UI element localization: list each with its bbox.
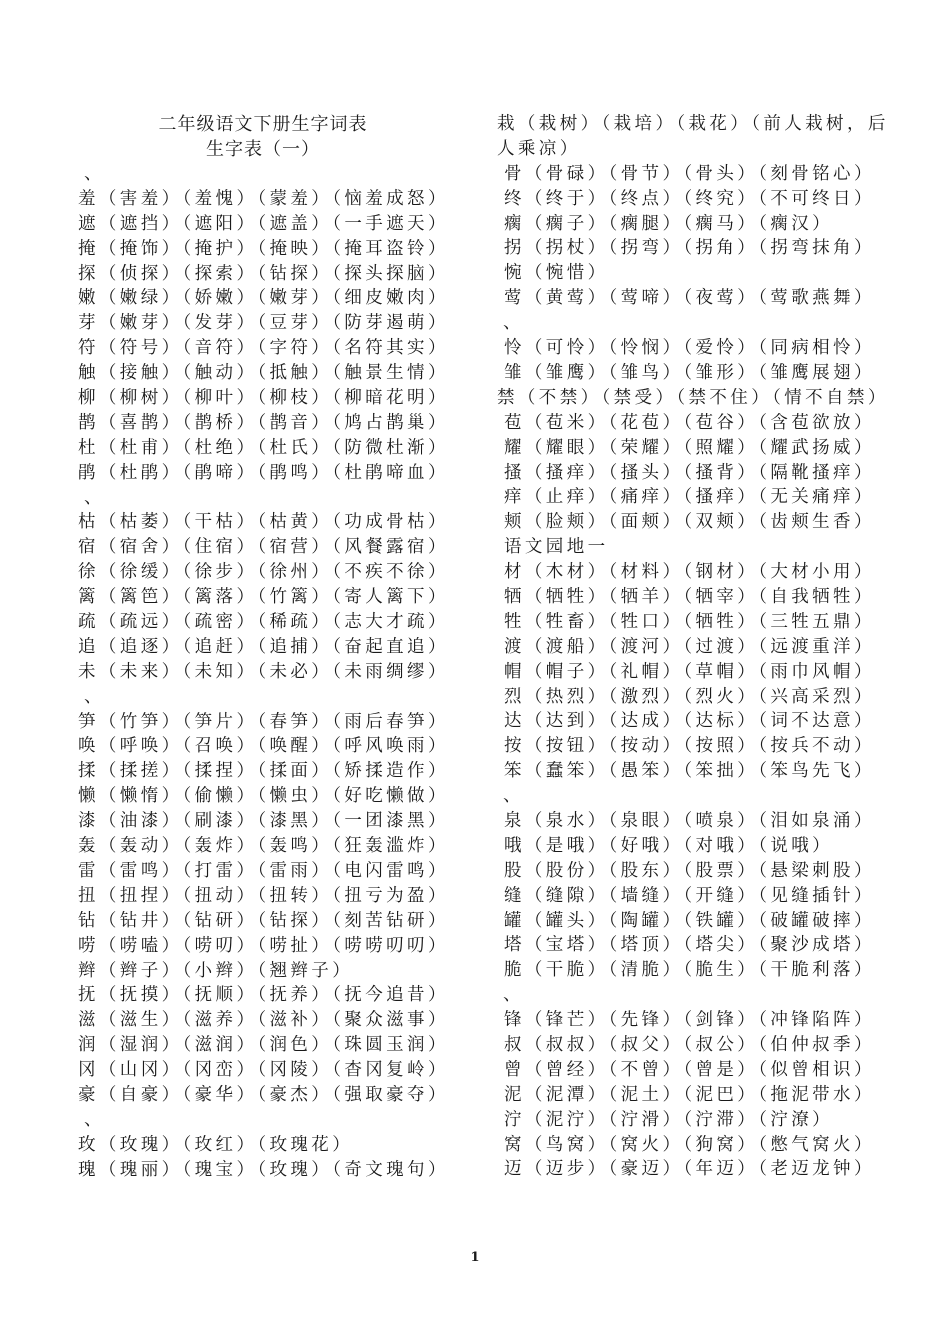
- word-entry-line: 唤（呼唤）（召唤）（唤醒）（呼风唤雨）: [78, 736, 449, 757]
- word-entry-line: 枯（枯萎）（干枯）（枯黄）（功成骨枯）: [78, 512, 449, 533]
- section-separator: 、: [84, 1109, 102, 1130]
- word-entry-line: 拐（拐杖）（拐弯）（拐角）（拐弯抹角）: [504, 238, 875, 259]
- word-entry-line: 唠（唠嗑）（唠叨）（唠扯）（唠唠叨叨）: [78, 935, 449, 956]
- word-entry-line: 触（接触）（触动）（抵触）（触景生情）: [78, 363, 449, 384]
- word-entry-line: 羞（害羞）（羞愧）（蒙羞）（恼羞成怒）: [78, 188, 449, 209]
- word-entry-line: 笋（竹笋）（笋片）（春笋）（雨后春笋）: [78, 711, 449, 732]
- word-entry-line: 莺（黄莺）（莺啼）（夜莺）（莺歌燕舞）: [504, 288, 875, 309]
- word-entry-line: 泥（泥潭）（泥土）（泥巴）（拖泥带水）: [504, 1084, 875, 1105]
- word-entry-line: 瘸（瘸子）（瘸腿）（瘸马）（瘸汉）: [504, 213, 834, 234]
- word-entry-line: 瑰（瑰丽）（瑰宝）（玫瑰）（奇文瑰句）: [78, 1159, 449, 1180]
- word-entry-line: 禁（不禁）（禁受）（禁不住）（情不自禁）: [497, 387, 889, 408]
- word-entry-line: 未（未来）（未知）（未必）（未雨绸缪）: [78, 661, 449, 682]
- word-entry-line: 材（木材）（材料）（钢材）（大材小用）: [504, 562, 875, 583]
- word-entry-line: 芽（嫩芽）（发芽）（豆芽）（防芽遏萌）: [78, 313, 449, 334]
- word-entry-line: 栽（栽树）（栽培）（栽花）（前人栽树，后人乘凉）: [497, 114, 889, 159]
- title-block: [78, 112, 448, 162]
- word-entry-line: 揉（揉搓）（揉捏）（揉面）（矫揉造作）: [78, 761, 449, 782]
- page-subtitle: 生字表（一）: [206, 139, 320, 160]
- word-entry-line: 耀（耀眼）（荣耀）（照耀）（耀武扬威）: [504, 437, 875, 458]
- word-entry-line: 叔（叔叔）（叔父）（叔公）（伯仲叔季）: [504, 1035, 875, 1055]
- word-entry-line: 痒（止痒）（痛痒）（搔痒）（无关痛痒）: [504, 487, 875, 508]
- word-entry-line: 扭（扭捏）（扭动）（扭转）（扭亏为盈）: [78, 885, 449, 906]
- word-entry-line: 搔（搔痒）（搔头）（搔背）（隔靴搔痒）: [504, 462, 875, 483]
- word-entry-line: 股（股份）（股东）（股票）（悬梁刺股）: [504, 860, 875, 881]
- word-entry-line: 玫（玫瑰）（玫红）（玫瑰花）: [78, 1134, 354, 1155]
- word-entry-line: 语文园地一: [504, 537, 609, 558]
- word-entry-line: 苞（苞米）（花苞）（苞谷）（含苞欲放）: [504, 412, 875, 433]
- word-entry-line: 罐（罐头）（陶罐）（铁罐）（破罐破摔）: [504, 910, 875, 931]
- word-entry-line: 脆（干脆）（清脆）（脆生）（干脆利落）: [504, 960, 875, 981]
- word-entry-line: 泞（泥泞）（泞滑）（泞滞）（泞潦）: [504, 1109, 834, 1130]
- word-entry-line: 掩（掩饰）（掩护）（掩映）（掩耳盗铃）: [78, 238, 449, 259]
- word-entry-line: 惋（惋惜）: [504, 263, 609, 284]
- word-entry-line: 迈（迈步）（豪迈）（年迈）（老迈龙钟）: [504, 1159, 875, 1180]
- word-entry-line: 鹊（喜鹊）（鹊桥）（鹊音）（鸠占鹊巢）: [78, 412, 449, 433]
- word-entry-line: 符（符号）（音符）（字符）（名符其实）: [78, 338, 449, 359]
- word-entry-line: 疏（疏远）（疏密）（稀疏）（志大才疏）: [78, 612, 449, 633]
- word-entry-line: 雏（雏鹰）（雏鸟）（雏形）（雏鹰展翅）: [504, 362, 875, 383]
- word-entry-line: 笨（蠢笨）（愚笨）（笨拙）（笨鸟先飞）: [504, 761, 875, 782]
- page-number: 1: [470, 1250, 480, 1265]
- word-entry-line: 泉（泉水）（泉眼）（喷泉）（泪如泉涌）: [504, 810, 875, 831]
- word-entry-line: 追（追逐）（追赶）（追捕）（奋起直追）: [78, 636, 449, 657]
- word-entry-line: 烈（热烈）（激烈）（烈火）（兴高采烈）: [504, 686, 875, 707]
- left-word-list: [78, 162, 478, 1183]
- section-separator: 、: [84, 164, 102, 184]
- word-entry-line: 塔（宝塔）（塔顶）（塔尖）（聚沙成塔）: [504, 935, 875, 956]
- section-separator: 、: [503, 786, 521, 807]
- left-column: [78, 112, 478, 1183]
- word-entry-line: 锋（锋芒）（先锋）（剑锋）（冲锋陷阵）: [504, 1010, 875, 1031]
- word-entry-line: 达（达到）（达成）（达标）（词不达意）: [504, 711, 875, 732]
- word-entry-line: 漆（油漆）（刷漆）（漆黑）（一团漆黑）: [78, 811, 449, 832]
- word-entry-line: 润（湿润）（滋润）（润色）（珠圆玉润）: [78, 1035, 449, 1056]
- word-entry-line: 徐（徐缓）（徐步）（徐州）（不疾不徐）: [78, 562, 449, 583]
- word-entry-line: 抚（抚摸）（抚顺）（抚养）（抚今追昔）: [78, 985, 449, 1006]
- word-entry-line: 渡（渡船）（渡河）（过渡）（远渡重洋）: [504, 636, 875, 657]
- word-entry-line: 辫（辫子）（小辫）（翘辫子）: [78, 960, 354, 981]
- word-entry-line: 钻（钻井）（钻研）（钻探）（刻苦钻研）: [78, 910, 449, 931]
- word-entry-line: 篱（篱笆）（篱落）（竹篱）（寄人篱下）: [78, 587, 449, 608]
- word-entry-line: 冈（山冈）（冈峦）（冈陵）（杳冈复岭）: [78, 1060, 449, 1081]
- word-entry-line: 雷（雷鸣）（打雷）（雷雨）（电闪雷鸣）: [78, 860, 449, 881]
- word-entry-line: 牲（牲畜）（牲口）（牺牲）（三牲五鼎）: [504, 611, 875, 632]
- word-entry-line: 懒（懒惰）（偷懒）（懒虫）（好吃懒做）: [78, 786, 449, 807]
- word-entry-line: 曾（曾经）（不曾）（曾是）（似曾相识）: [504, 1059, 875, 1080]
- right-word-list: [497, 112, 889, 1182]
- section-separator: 、: [503, 313, 521, 334]
- word-entry-line: 探（侦探）（探索）（钻探）（探头探脑）: [78, 263, 449, 284]
- word-entry-line: 按（按钮）（按动）（按照）（按兵不动）: [504, 736, 875, 757]
- word-entry-line: 嫩（嫩绿）（娇嫩）（嫩芽）（细皮嫩肉）: [78, 288, 449, 309]
- word-entry-line: 宿（宿舍）（住宿）（宿营）（风餐露宿）: [78, 537, 449, 558]
- word-entry-line: 柳（柳树）（柳叶）（柳枝）（柳暗花明）: [78, 388, 449, 409]
- word-entry-line: 颊（脸颊）（面颊）（双颊）（齿颊生香）: [504, 512, 875, 533]
- word-entry-line: 帽（帽子）（礼帽）（草帽）（雨巾风帽）: [504, 661, 875, 682]
- word-entry-line: 窝（鸟窝）（窝火）（狗窝）（憋气窝火）: [504, 1134, 875, 1155]
- word-entry-line: 滋（滋生）（滋养）（滋补）（聚众滋事）: [78, 1010, 449, 1031]
- section-separator: 、: [84, 487, 102, 508]
- word-entry-line: 哦（是哦）（好哦）（对哦）（说哦）: [504, 835, 834, 856]
- right-column: [497, 112, 889, 1182]
- word-entry-line: 牺（牺牲）（牺羊）（牺宰）（自我牺牲）: [504, 586, 875, 607]
- word-entry-line: 骨（骨碌）（骨节）（骨头）（刻骨铭心）: [504, 163, 875, 184]
- word-entry-line: 杜（杜甫）（杜绝）（杜氏）（防微杜渐）: [78, 437, 449, 458]
- word-entry-line: 终（终于）（终点）（终究）（不可终日）: [504, 188, 875, 209]
- word-entry-line: 轰（轰动）（轰炸）（轰鸣）（狂轰滥炸）: [78, 836, 449, 857]
- page-title: 二年级语文下册生字词表: [158, 114, 368, 135]
- word-entry-line: 遮（遮挡）（遮阳）（遮盖）（一手遮天）: [78, 213, 449, 234]
- section-separator: 、: [503, 985, 521, 1006]
- section-separator: 、: [84, 686, 102, 707]
- word-entry-line: 怜（可怜）（怜悯）（爱怜）（同病相怜）: [504, 338, 875, 359]
- word-entry-line: 鹃（杜鹃）（鹃啼）（鹃鸣）（杜鹃啼血）: [78, 462, 449, 483]
- word-entry-line: 豪（自豪）（豪华）（豪杰）（强取豪夺）: [78, 1084, 449, 1105]
- word-entry-line: 缝（缝隙）（墙缝）（开缝）（见缝插针）: [504, 885, 875, 906]
